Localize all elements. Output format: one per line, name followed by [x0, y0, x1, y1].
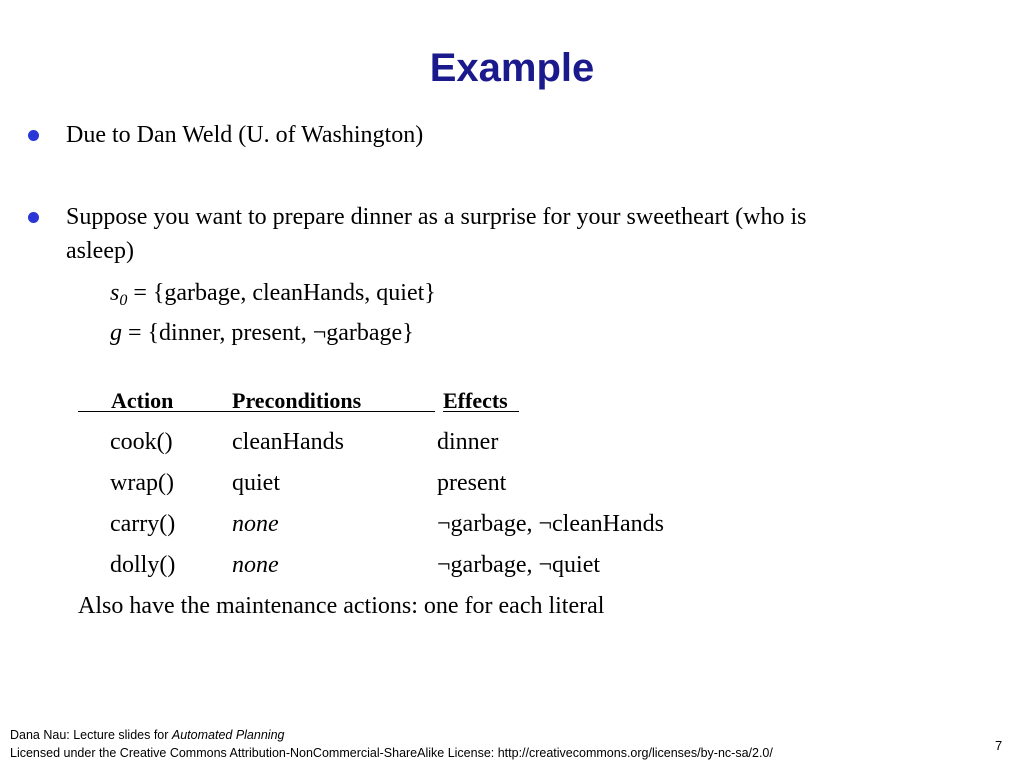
- row-effects: present: [437, 470, 507, 496]
- bullet-text-line1: Suppose you want to prepare dinner as a surprise for your sweetheart (who is: [66, 204, 807, 230]
- row-effects: dinner: [437, 429, 499, 455]
- row-action: dolly(): [110, 552, 176, 578]
- state-variable: s: [110, 280, 120, 306]
- bullet-text: Due to Dan Weld (U. of Washington): [66, 122, 424, 148]
- footer-credit: [10, 727, 284, 743]
- initial-state-set: = {garbage, cleanHands, quiet}: [127, 280, 436, 306]
- initial-state-line: [110, 276, 436, 318]
- goal-set: = {dinner, present, ¬garbage}: [122, 320, 414, 346]
- header-preconditions: Preconditions: [232, 388, 362, 413]
- footer-book-title: Automated Planning: [171, 728, 285, 742]
- row-preconditions: quiet: [232, 470, 280, 496]
- row-preconditions: none: [232, 552, 279, 578]
- row-preconditions: none: [232, 511, 279, 537]
- header-effects: Effects: [443, 388, 508, 413]
- maintenance-note: Also have the maintenance actions: one for each literal: [78, 593, 605, 619]
- goal-line: [110, 316, 414, 350]
- slide-title: Example: [429, 46, 595, 90]
- row-effects: ¬garbage, ¬cleanHands: [437, 511, 664, 537]
- bullet-text-line2: asleep): [66, 238, 134, 264]
- row-action: carry(): [110, 511, 176, 537]
- footer-credit-prefix: Dana Nau: Lecture slides for: [10, 728, 172, 742]
- row-preconditions: cleanHands: [232, 429, 344, 455]
- page-number: 7: [995, 738, 1003, 753]
- footer-license: Licensed under the Creative Commons Attribution-NonCommercial-ShareAlike License: http://creativecommons.org/licenses/by-nc-sa/2.0/: [10, 746, 773, 760]
- goal-variable: g: [110, 320, 122, 346]
- row-action: cook(): [110, 429, 173, 455]
- row-effects: ¬garbage, ¬quiet: [437, 552, 601, 578]
- state-subscript: 0: [119, 292, 128, 309]
- row-action: wrap(): [110, 470, 174, 496]
- header-action: Action: [111, 388, 174, 413]
- bullet-dot: [28, 130, 39, 141]
- bullet-dot: [28, 212, 39, 223]
